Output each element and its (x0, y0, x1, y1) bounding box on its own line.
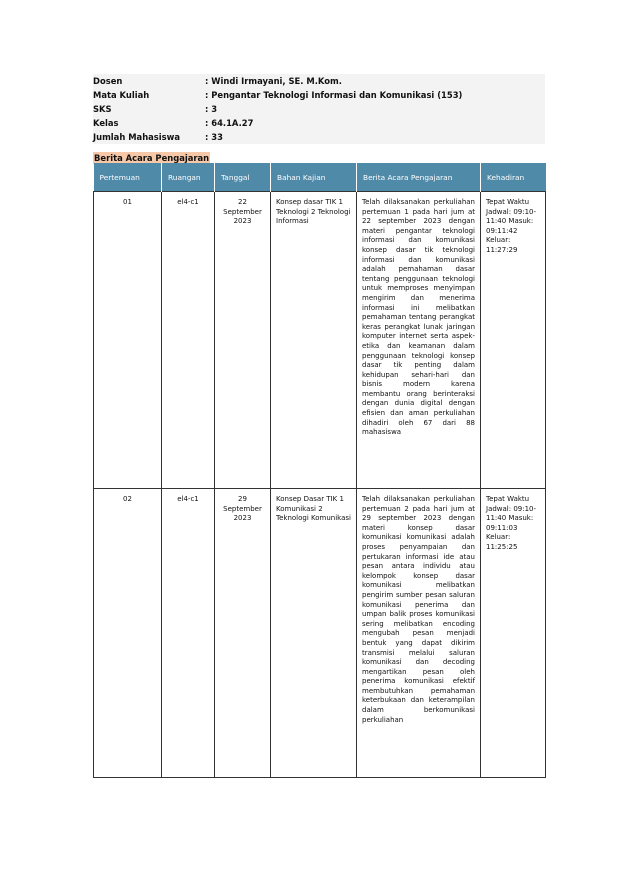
info-row-mata-kuliah (93, 88, 545, 102)
info-value: : Windi Irmayani, SE. M.Kom. (205, 76, 342, 86)
cell-pertemuan: 02 (94, 489, 162, 778)
info-row-kelas (93, 116, 545, 130)
info-value: : Pengantar Teknologi Informasi dan Komunikasi (153) (205, 90, 463, 100)
column-header-ruangan: Ruangan (162, 163, 215, 192)
column-header-kehadiran: Kehadiran (481, 163, 546, 192)
info-label: SKS (93, 104, 112, 114)
table-row (94, 489, 546, 778)
section-title: Berita Acara Pengajaran (94, 153, 210, 163)
teaching-record-table (93, 163, 546, 778)
cell-bahan-kajian: Konsep dasar TIK 1 Teknologi 2 Teknologi Informasi (271, 192, 357, 489)
column-header-pertemuan: Pertemuan (94, 163, 162, 192)
course-info (93, 74, 545, 144)
cell-tanggal: 22 September 2023 (215, 192, 271, 489)
info-label: Jumlah Mahasiswa (93, 132, 181, 142)
cell-kehadiran: Tepat Waktu Jadwal: 09:10-11:40 Masuk: 09:11:42 Keluar: 11:27:29 (481, 192, 546, 489)
column-header-berita-acara: Berita Acara Pengajaran (357, 163, 481, 192)
column-header-tanggal: Tanggal (215, 163, 271, 192)
cell-ruangan: el4-c1 (162, 489, 215, 778)
info-value: : 3 (205, 104, 218, 114)
info-value: : 33 (205, 132, 223, 142)
cell-tanggal: 29 September 2023 (215, 489, 271, 778)
info-row-dosen (93, 74, 545, 88)
cell-pertemuan: 01 (94, 192, 162, 489)
cell-berita-acara: Telah dilaksanakan perkuliahan pertemuan 1 pada hari jum at 22 september 2023 dengan materi pengantar teknologi informasi dan komunikasi konsep dasar tik teknologi informasi dan komunikasi adalah pemahaman dasar tentang penggunaan teknologi untuk memproses menyimpan mengirim dan menerima informasi ini melibatkan pemahaman tentang perangkat keras perangkat lunak jaringan komputer internet serta aspek-etika dan keamanan dalam penggunaan teknologi konsep dasar tik penting dalam kehidupan sehari-hari dan bisnis modern karena membantu orang berinteraksi dengan dunia digital dengan efisien dan aman perkuliahan dihadiri oleh 67 dari 88 mahasiswa (357, 192, 481, 489)
table-row (94, 192, 546, 489)
column-header-bahan-kajian: Bahan Kajian (271, 163, 357, 192)
info-row-sks (93, 102, 545, 116)
cell-kehadiran: Tepat Waktu Jadwal: 09:10-11:40 Masuk: 09:11:03 Keluar: 11:25:25 (481, 489, 546, 778)
info-row-jumlah-mahasiswa (93, 130, 545, 144)
info-label: Kelas (93, 118, 119, 128)
table-header-row (94, 163, 546, 192)
info-label: Mata Kuliah (93, 90, 150, 100)
cell-berita-acara: Telah dilaksanakan perkuliahan pertemuan 2 pada hari jum at 29 september 2023 dengan materi konsep dasar komunikasi komunikasi adalah proses penyampaian dan pertukaran informasi ide atau pesan antara individu atau kelompok konsep dasar komunikasi melibatkan pengirim sumber pesan saluran komunikasi penerima dan umpan balik proses komunikasi sering melibatkan encoding mengubah pesan menjadi bentuk yang dapat dikirim transmisi melalui saluran komunikasi dan decoding mengartikan pesan oleh penerima komunikasi efektif membutuhkan pemahaman keterbukaan dan keterampilan dalam berkomunikasi perkuliahan (357, 489, 481, 778)
info-value: : 64.1A.27 (205, 118, 254, 128)
info-label: Dosen (93, 76, 123, 86)
cell-bahan-kajian: Konsep Dasar TIK 1 Komunikasi 2 Teknologi Komunikasi (271, 489, 357, 778)
cell-ruangan: el4-c1 (162, 192, 215, 489)
